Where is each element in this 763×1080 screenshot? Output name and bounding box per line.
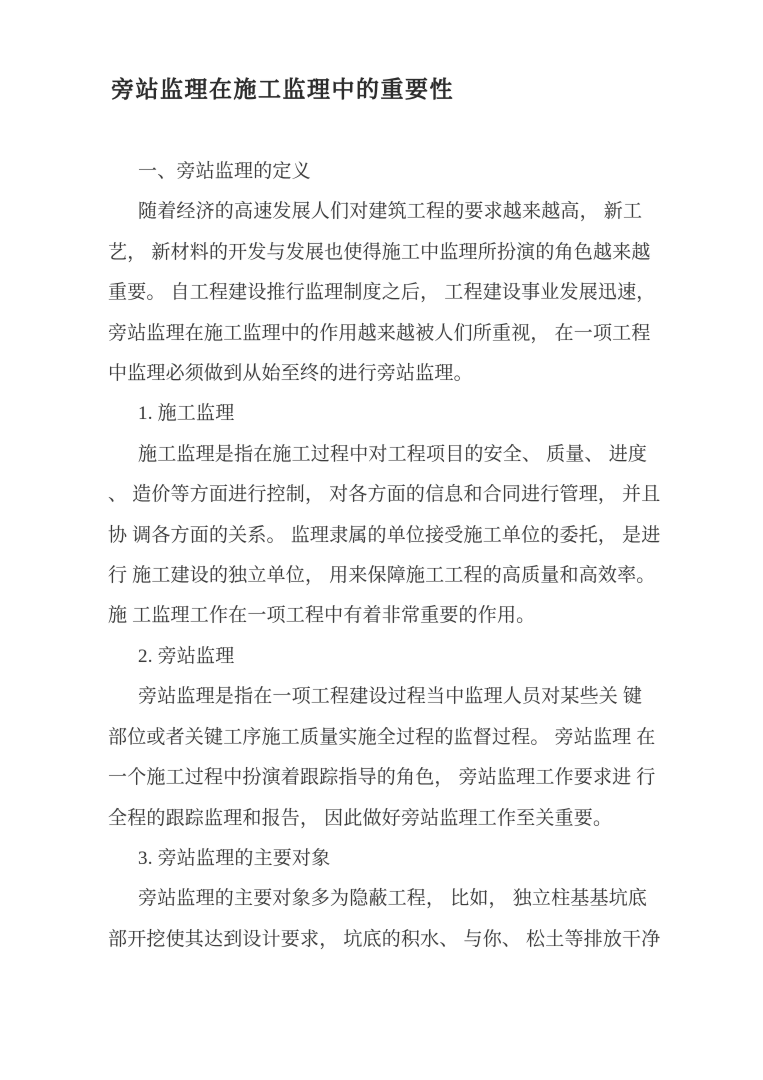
subsection-heading-side-station-supervision: 2. 旁站监理 (138, 645, 235, 667)
paragraph-line: 重要。 自工程建设推行监理制度之后， 工程建设事业发展迅速， (108, 282, 656, 304)
paragraph-line: 旁站监理在施工监理中的作用越来越被人们所重视， 在一项工程 (108, 322, 651, 344)
paragraph-line: 、 造价等方面进行控制， 对各方面的信息和合同进行管理， 并且 (108, 484, 661, 506)
paragraph-line: 全程的跟踪监理和报告， 因此做好旁站监理工作至关重要。 (108, 807, 613, 829)
paragraph-line: 施工监理是指在施工过程中对工程项目的安全、 质量、 进度 (138, 443, 648, 465)
paragraph-line: 部位或者关键工序施工质量实施全过程的监督过程。 旁站监理 在 (108, 726, 656, 748)
paragraph-line: 旁站监理的主要对象多为隐蔽工程， 比如， 独立柱基基坑底 (138, 888, 648, 910)
paragraph-line: 施 工监理工作在一项工程中有着非常重要的作用。 (108, 605, 536, 627)
subsection-heading-construction-supervision: 1. 施工监理 (138, 403, 235, 425)
section-heading-definition: 一、旁站监理的定义 (138, 161, 311, 182)
paragraph-line: 协 调各方面的关系。 监理隶属的单位接受施工单位的委托， 是进 (108, 524, 661, 546)
paragraph-line: 随着经济的高速发展人们对建筑工程的要求越来越高， 新工 (138, 201, 643, 223)
paragraph-line: 一个施工过程中扮演着跟踪指导的角色， 旁站监理工作要求进 行 (108, 767, 656, 789)
paragraph-line: 中监理必须做到从始至终的进行旁站监理。 (108, 363, 473, 385)
paragraph-line: 行 施工建设的独立单位， 用来保障施工工程的高质量和高效率。 (108, 565, 656, 587)
paragraph-line: 艺， 新材料的开发与发展也使得施工中监理所扮演的角色越来越 (108, 241, 651, 263)
paragraph-line: 部开挖使其达到设计要求， 坑底的积水、 与你、 松土等排放干净 (108, 928, 661, 950)
document-title: 旁站监理在施工监理中的重要性 (111, 77, 454, 102)
document-body (108, 152, 668, 960)
subsection-heading-main-objects: 3. 旁站监理的主要对象 (138, 847, 331, 869)
paragraph-line: 旁站监理是指在一项工程建设过程当中监理人员对某些关 键 (138, 686, 643, 708)
